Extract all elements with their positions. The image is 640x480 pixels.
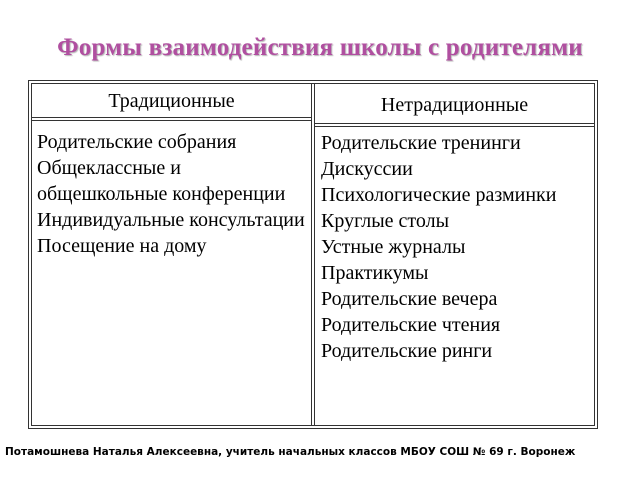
list-item: Родительские чтения [321, 314, 501, 336]
list-item: Родительские вечера [321, 288, 498, 310]
author-footer: Потамошнева Наталья Алексеевна, учитель начальных классов МБОУ СОШ № 69 г. Воронеж [5, 446, 576, 458]
list-item: Устные журналы [321, 236, 466, 258]
header-divider-left [31, 117, 312, 121]
list-item: Родительские тренинги [321, 132, 521, 154]
header-traditional: Традиционные [108, 90, 235, 112]
list-item: Круглые столы [321, 210, 450, 232]
list-item: Родительские собрания [37, 131, 237, 153]
column-divider [311, 83, 315, 426]
traditional-forms-list [37, 129, 307, 259]
list-item: Индивидуальные консультации [37, 209, 305, 231]
list-item: Посещение на дому [37, 235, 207, 257]
list-item: Дискуссии [321, 158, 413, 180]
slide-title: Формы взаимодействия школы с родителями [57, 34, 583, 61]
list-item: Родительские ринги [321, 340, 493, 362]
header-nontraditional: Нетрадиционные [380, 94, 529, 116]
list-item: Общеклассные и общешкольные конференции [37, 157, 286, 205]
list-item: Практикумы [321, 262, 429, 284]
header-divider-right [314, 123, 595, 127]
nontraditional-forms-list [321, 130, 591, 364]
list-item: Психологические разминки [321, 184, 557, 206]
